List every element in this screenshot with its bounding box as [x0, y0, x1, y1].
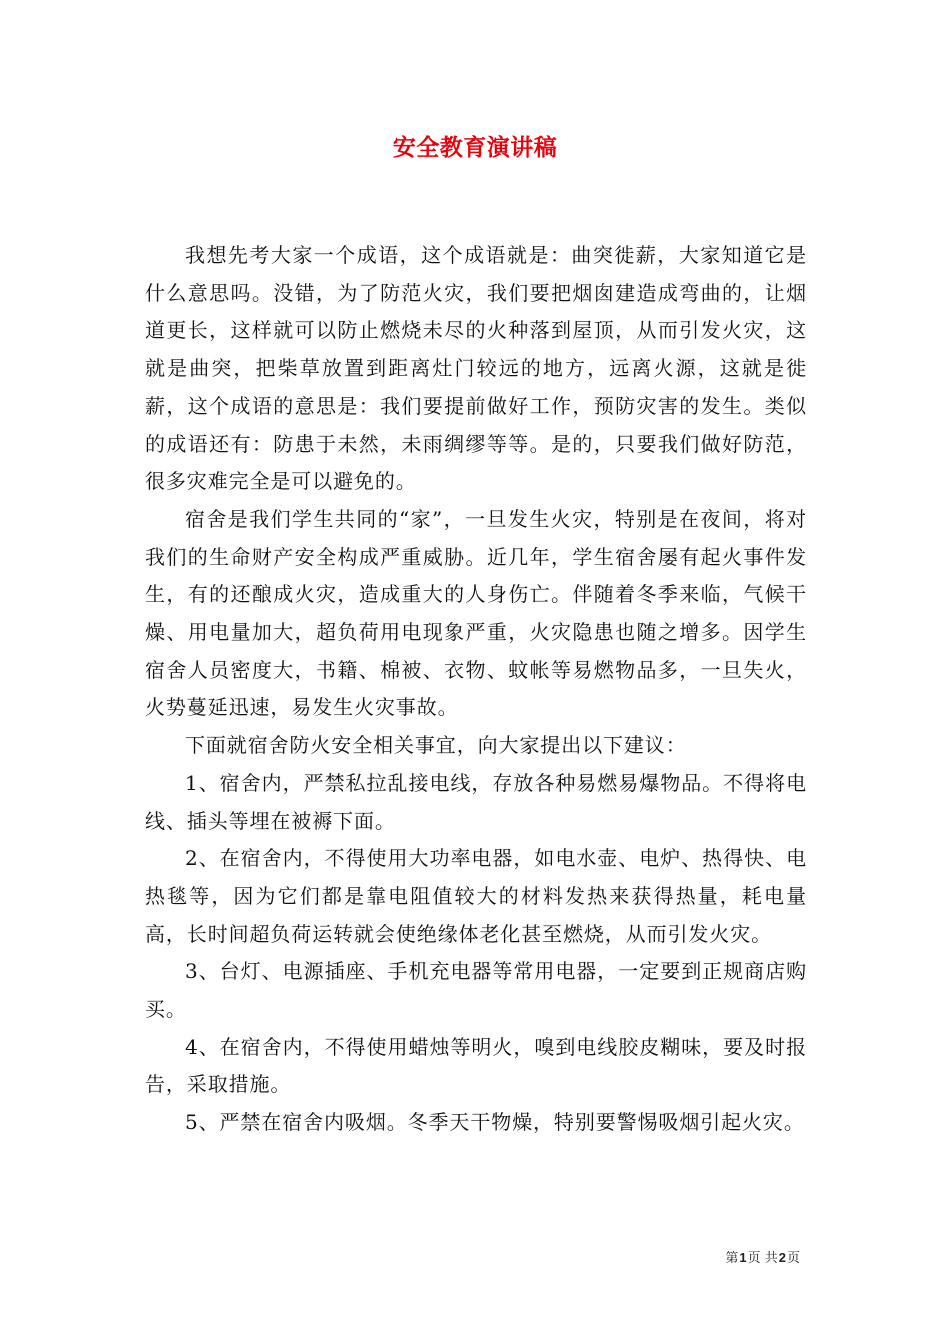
- paragraph-item-5: 5、严禁在宿舍内吸烟。冬季天干物燥，特别要警惕吸烟引起火灾。: [185, 1110, 805, 1135]
- page-number-footer: [725, 1249, 800, 1268]
- footer-current-page: 1: [739, 1250, 747, 1265]
- footer-middle: 页 共: [747, 1251, 778, 1266]
- footer-prefix: 第: [725, 1251, 739, 1266]
- paragraph-item-1: 1、宿舍内，严禁私拉乱接电线，存放各种易燃易爆物品。不得将电线、插头等埋在被褥下面。: [145, 770, 807, 833]
- paragraph-item-4: 4、在宿舍内，不得使用蜡烛等明火，嗅到电线胶皮糊味，要及时报告，采取措施。: [145, 1034, 807, 1097]
- document-body: [145, 237, 807, 1142]
- paragraph-intro: 我想先考大家一个成语，这个成语就是：曲突徙薪，大家知道它是什么意思吗。没错，为了防范火灾，我们要把烟囱建造成弯曲的，让烟道更长，这样就可以防止燃烧未尽的火种落到屋顶，从而引发火灾，这就是曲突，把柴草放置到距离灶门较远的地方，远离火源，这就是徙薪，这个成语的意思是：我们要提前做好工作，预防灾害的发生。类似的成语还有：防患于未然，未雨绸缪等等。是的，只要我们做好防范，很多灾难完全是可以避免的。: [145, 243, 807, 494]
- footer-suffix: 页: [786, 1251, 800, 1266]
- footer-total-pages: 2: [778, 1250, 786, 1265]
- paragraph-item-3: 3、台灯、电源插座、手机充电器等常用电器，一定要到正规商店购买。: [145, 959, 807, 1022]
- document-title: 安全教育演讲稿: [392, 135, 558, 161]
- paragraph-dormitory: 宿舍是我们学生共同的“家”，一旦发生火灾，特别是在夜间，将对我们的生命财产安全构成严重威胁。近几年，学生宿舍屡有起火事件发生，有的还酿成火灾，造成重大的人身伤亡。伴随着冬季来临，气候干燥、用电量加大，超负荷用电现象严重，火灾隐患也随之增多。因学生宿舍人员密度大，书籍、棉被、衣物、蚊帐等易燃物品多，一旦失火，火势蔓延迅速，易发生火灾事故。: [145, 506, 807, 720]
- paragraph-item-2: 2、在宿舍内，不得使用大功率电器，如电水壶、电炉、热得快、电热毯等，因为它们都是靠电阻值较大的材料发热来获得热量，耗电量高，长时间超负荷运转就会使绝缘体老化甚至燃烧，从而引发火灾。: [145, 846, 807, 946]
- paragraph-suggestion-intro: 下面就宿舍防火安全相关事宜，向大家提出以下建议：: [185, 733, 687, 758]
